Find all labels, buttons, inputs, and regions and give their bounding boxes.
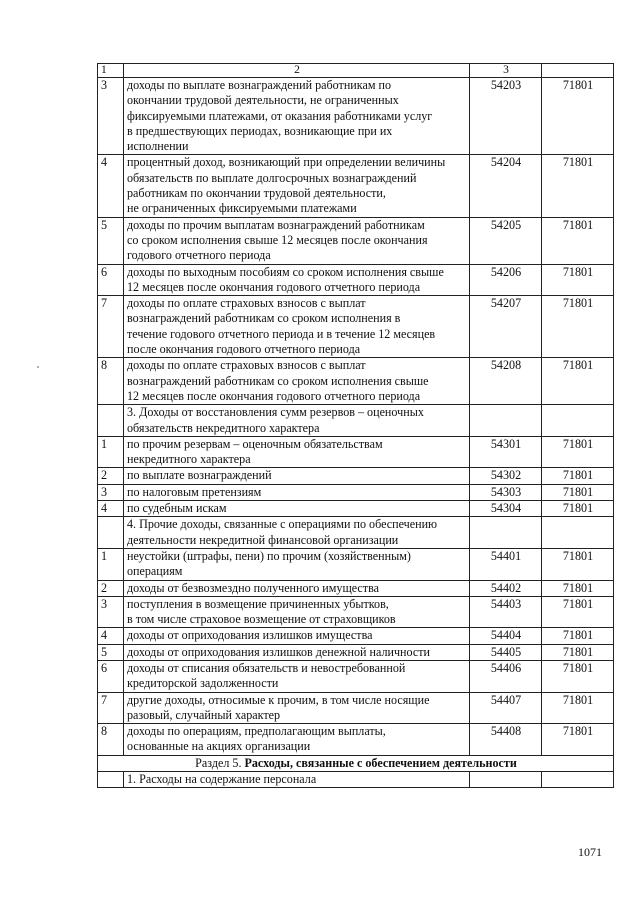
- row-description-text: 4. Прочие доходы, связанные с операциями по обеспечению деятельности некредитной финансовой организации: [127, 517, 438, 547]
- row-description: [124, 78, 470, 155]
- row-description: [124, 436, 470, 468]
- row-account-code: [470, 484, 542, 500]
- row-description-text: 1. Расходы на содержание персонала: [127, 772, 317, 787]
- row-number: [98, 468, 124, 484]
- row-symbol-code-text: 71801: [562, 78, 594, 92]
- row-symbol-code: [542, 155, 614, 217]
- row-account-code-text: 54204: [490, 155, 522, 170]
- row-number-text: 8: [101, 724, 108, 739]
- row-description: [124, 296, 470, 358]
- row-symbol-code: [542, 772, 614, 788]
- row-account-code: [470, 580, 542, 596]
- row-account-code: [470, 644, 542, 660]
- row-account-code: [470, 296, 542, 358]
- row-symbol-code-text: 71801: [562, 217, 594, 232]
- row-account-code-text: 54304: [490, 501, 522, 516]
- row-description: [124, 660, 470, 692]
- row-symbol-code-text: 71801: [562, 724, 594, 739]
- header-col-3: 3: [470, 64, 542, 78]
- row-symbol-code: [542, 436, 614, 468]
- row-number: [98, 155, 124, 217]
- row-symbol-code: [542, 692, 614, 724]
- row-account-code: [470, 155, 542, 217]
- header-col-1: 1: [98, 64, 124, 78]
- table-row: [98, 217, 614, 264]
- row-account-code-text: 54205: [490, 217, 522, 232]
- row-number-text: 3: [101, 596, 108, 611]
- row-number: [98, 580, 124, 596]
- row-number: [98, 217, 124, 264]
- row-description: [124, 772, 470, 788]
- table-row: [98, 596, 614, 628]
- row-description-text: доходы по оплате страховых взносов с выплат вознаграждений работникам со сроком исполнения свыше 12 месяцев после окончания годового отчетного периода: [127, 358, 429, 403]
- row-account-code: [470, 596, 542, 628]
- row-description-text: доходы от списания обязательств и невостребованной кредиторской задолженности: [127, 660, 406, 691]
- row-symbol-code: [542, 264, 614, 296]
- row-description: [124, 484, 470, 500]
- row-description-text: по судебным искам: [127, 501, 227, 516]
- row-account-code-text: 54405: [490, 644, 522, 659]
- row-description-text: доходы по выплате вознаграждений работникам по окончании трудовой деятельности, не ограниченных фиксируемыми платежами, от оказания работниками услуг в предшествующих периодах, возникающие при их исполнении: [127, 78, 433, 154]
- row-symbol-code-text: 71801: [562, 580, 594, 595]
- row-account-code-text: 54203: [490, 78, 522, 92]
- row-description-text: 3. Доходы от восстановления сумм резервов – оценочных обязательств некредитного характера: [127, 405, 424, 435]
- row-symbol-code: [542, 78, 614, 155]
- row-number: [98, 628, 124, 644]
- accounts-table-body: [98, 64, 614, 788]
- table-row: [98, 155, 614, 217]
- row-description: [124, 501, 470, 517]
- section-prefix: Раздел 5.: [195, 755, 245, 770]
- row-symbol-code-text: 71801: [562, 644, 594, 659]
- page-number: 1071: [578, 845, 602, 859]
- row-account-code-text: 54301: [490, 436, 522, 451]
- row-symbol-code-text: 71801: [562, 596, 594, 611]
- row-account-code: [470, 436, 542, 468]
- table-row: [98, 692, 614, 724]
- row-description: [124, 628, 470, 644]
- row-description: [124, 724, 470, 756]
- row-description-text: неустойки (штрафы, пени) по прочим (хозяйственным) операциям: [127, 548, 411, 579]
- row-account-code: [470, 692, 542, 724]
- row-symbol-code-text: 71801: [562, 548, 594, 563]
- row-account-code-text: 54408: [490, 724, 522, 739]
- row-account-code: [470, 517, 542, 549]
- row-symbol-code-text: 71801: [562, 436, 594, 451]
- row-number: [98, 296, 124, 358]
- row-number-text: 3: [101, 78, 108, 92]
- row-number: [98, 548, 124, 580]
- row-number-text: 4: [101, 501, 108, 516]
- row-symbol-code: [542, 484, 614, 500]
- row-number-text: 7: [101, 692, 108, 707]
- row-symbol-code: [542, 644, 614, 660]
- row-number: [98, 358, 124, 405]
- row-symbol-code: [542, 501, 614, 517]
- row-description-text: доходы от безвозмездно полученного имущества: [127, 580, 380, 595]
- row-description: [124, 468, 470, 484]
- row-description-text: доходы по оплате страховых взносов с выплат вознаграждений работникам со сроком исполнения в течение годового отчетного периода и в течение 12 месяцев после окончания годового отчетного периода: [127, 296, 436, 357]
- row-account-code-text: 54303: [490, 484, 522, 499]
- header-col-2: 2: [124, 64, 470, 78]
- row-number: [98, 436, 124, 468]
- row-number: [98, 772, 124, 788]
- row-description-text: по выплате вознаграждений: [127, 468, 272, 483]
- header-col-4: [542, 64, 614, 78]
- section-title-bold: Расходы, связанные с обеспечением деятельности: [244, 755, 517, 770]
- row-description: [124, 692, 470, 724]
- section-title: [98, 755, 614, 771]
- row-description: [124, 155, 470, 217]
- row-number: [98, 405, 124, 437]
- row-symbol-code: [542, 296, 614, 358]
- row-number: [98, 78, 124, 155]
- table-row: [98, 517, 614, 549]
- row-symbol-code-text: 71801: [562, 484, 594, 499]
- row-symbol-code-text: 71801: [562, 264, 594, 279]
- row-description: [124, 264, 470, 296]
- row-account-code-text: 54407: [490, 692, 522, 707]
- row-description: [124, 358, 470, 405]
- row-description: [124, 217, 470, 264]
- row-account-code-text: 54404: [490, 628, 522, 643]
- row-symbol-code-text: 71801: [562, 692, 594, 707]
- row-symbol-code-text: 71801: [562, 501, 594, 516]
- row-number-text: 4: [101, 155, 108, 170]
- row-description-text: доходы по прочим выплатам вознаграждений работникам со сроком исполнения свыше 12 месяцев после окончания годового отчетного периода: [127, 217, 428, 263]
- row-number: [98, 596, 124, 628]
- row-number: [98, 517, 124, 549]
- row-account-code: [470, 548, 542, 580]
- row-symbol-code-text: 71801: [562, 155, 594, 170]
- row-account-code: [470, 501, 542, 517]
- table-row: [98, 78, 614, 155]
- table-row: [98, 468, 614, 484]
- row-account-code-text: 54207: [490, 296, 522, 311]
- row-number-text: 8: [101, 358, 108, 373]
- table-row: [98, 296, 614, 358]
- row-number-text: 1: [101, 436, 108, 451]
- row-number: [98, 501, 124, 517]
- row-description-text: доходы по выходным пособиям со сроком исполнения свыше 12 месяцев после окончания годового отчетного периода: [127, 264, 444, 294]
- row-symbol-code: [542, 517, 614, 549]
- row-number: [98, 660, 124, 692]
- row-number: [98, 484, 124, 500]
- row-number-text: 5: [101, 644, 108, 659]
- row-symbol-code: [542, 596, 614, 628]
- row-account-code: [470, 358, 542, 405]
- row-account-code: [470, 724, 542, 756]
- table-row: [98, 644, 614, 660]
- row-symbol-code-text: 71801: [562, 660, 594, 675]
- row-description-text: процентный доход, возникающий при определении величины обязательств по выплате долгосрочных вознаграждений работникам по окончании трудовой деятельности, не ограниченных фиксируемыми платежами: [127, 155, 446, 216]
- row-description: [124, 548, 470, 580]
- row-symbol-code: [542, 548, 614, 580]
- row-description: [124, 405, 470, 437]
- table-row: [98, 628, 614, 644]
- row-account-code-text: 54208: [490, 358, 522, 373]
- row-symbol-code-text: 71801: [562, 628, 594, 643]
- section-row: [98, 755, 614, 771]
- row-symbol-code: [542, 580, 614, 596]
- table-row: [98, 580, 614, 596]
- row-symbol-code: [542, 217, 614, 264]
- row-number-text: 1: [101, 548, 108, 563]
- row-symbol-code: [542, 724, 614, 756]
- table-row: [98, 772, 614, 788]
- row-number: [98, 692, 124, 724]
- row-description-text: доходы по операциям, предполагающим выплаты, основанные на акциях организации: [127, 724, 386, 754]
- row-number-text: 6: [101, 660, 108, 675]
- row-number-text: 3: [101, 484, 108, 499]
- row-account-code-text: 54401: [490, 548, 522, 563]
- row-number: [98, 644, 124, 660]
- table-row: [98, 724, 614, 756]
- row-account-code: [470, 264, 542, 296]
- row-description: [124, 596, 470, 628]
- table-row: [98, 405, 614, 437]
- scan-speck: [37, 366, 39, 368]
- row-number-text: 6: [101, 264, 108, 279]
- table-row: [98, 264, 614, 296]
- row-description-text: по прочим резервам – оценочным обязательствам некредитного характера: [127, 436, 383, 467]
- row-account-code: [470, 660, 542, 692]
- row-number: [98, 724, 124, 756]
- row-account-code: [470, 628, 542, 644]
- row-description-text: по налоговым претензиям: [127, 484, 262, 499]
- table-row: [98, 358, 614, 405]
- row-account-code: [470, 405, 542, 437]
- row-description-text: доходы от оприходования излишков имущества: [127, 628, 373, 643]
- table-row: [98, 548, 614, 580]
- row-symbol-code: [542, 468, 614, 484]
- row-symbol-code-text: 71801: [562, 296, 594, 311]
- row-account-code-text: 54406: [490, 660, 522, 675]
- row-description: [124, 517, 470, 549]
- table-row: [98, 660, 614, 692]
- row-symbol-code-text: 71801: [562, 358, 594, 373]
- row-number-text: 7: [101, 296, 108, 311]
- row-account-code-text: 54206: [490, 264, 522, 279]
- table-row: [98, 484, 614, 500]
- row-account-code: [470, 78, 542, 155]
- row-symbol-code: [542, 628, 614, 644]
- row-account-code: [470, 217, 542, 264]
- row-number-text: 2: [101, 580, 108, 595]
- row-account-code-text: 54403: [490, 596, 522, 611]
- table-row: [98, 436, 614, 468]
- row-account-code: [470, 772, 542, 788]
- row-symbol-code: [542, 358, 614, 405]
- row-account-code-text: 54402: [490, 580, 522, 595]
- row-account-code-text: 54302: [490, 468, 522, 483]
- row-description-text: поступления в возмещение причиненных убытков, в том числе страховое возмещение от страховщиков: [127, 596, 396, 627]
- row-description: [124, 580, 470, 596]
- row-description-text: доходы от оприходования излишков денежной наличности: [127, 644, 430, 659]
- row-number-text: 4: [101, 628, 108, 643]
- row-account-code: [470, 468, 542, 484]
- table-row: [98, 501, 614, 517]
- row-description: [124, 644, 470, 660]
- row-symbol-code: [542, 405, 614, 437]
- accounts-table: [97, 63, 614, 788]
- row-number-text: 5: [101, 217, 108, 232]
- row-symbol-code-text: 71801: [562, 468, 594, 483]
- row-description-text: другие доходы, относимые к прочим, в том числе носящие разовый, случайный характер: [127, 692, 430, 722]
- table-header-row: [98, 64, 614, 78]
- row-symbol-code: [542, 660, 614, 692]
- row-number-text: 2: [101, 468, 108, 483]
- row-number: [98, 264, 124, 296]
